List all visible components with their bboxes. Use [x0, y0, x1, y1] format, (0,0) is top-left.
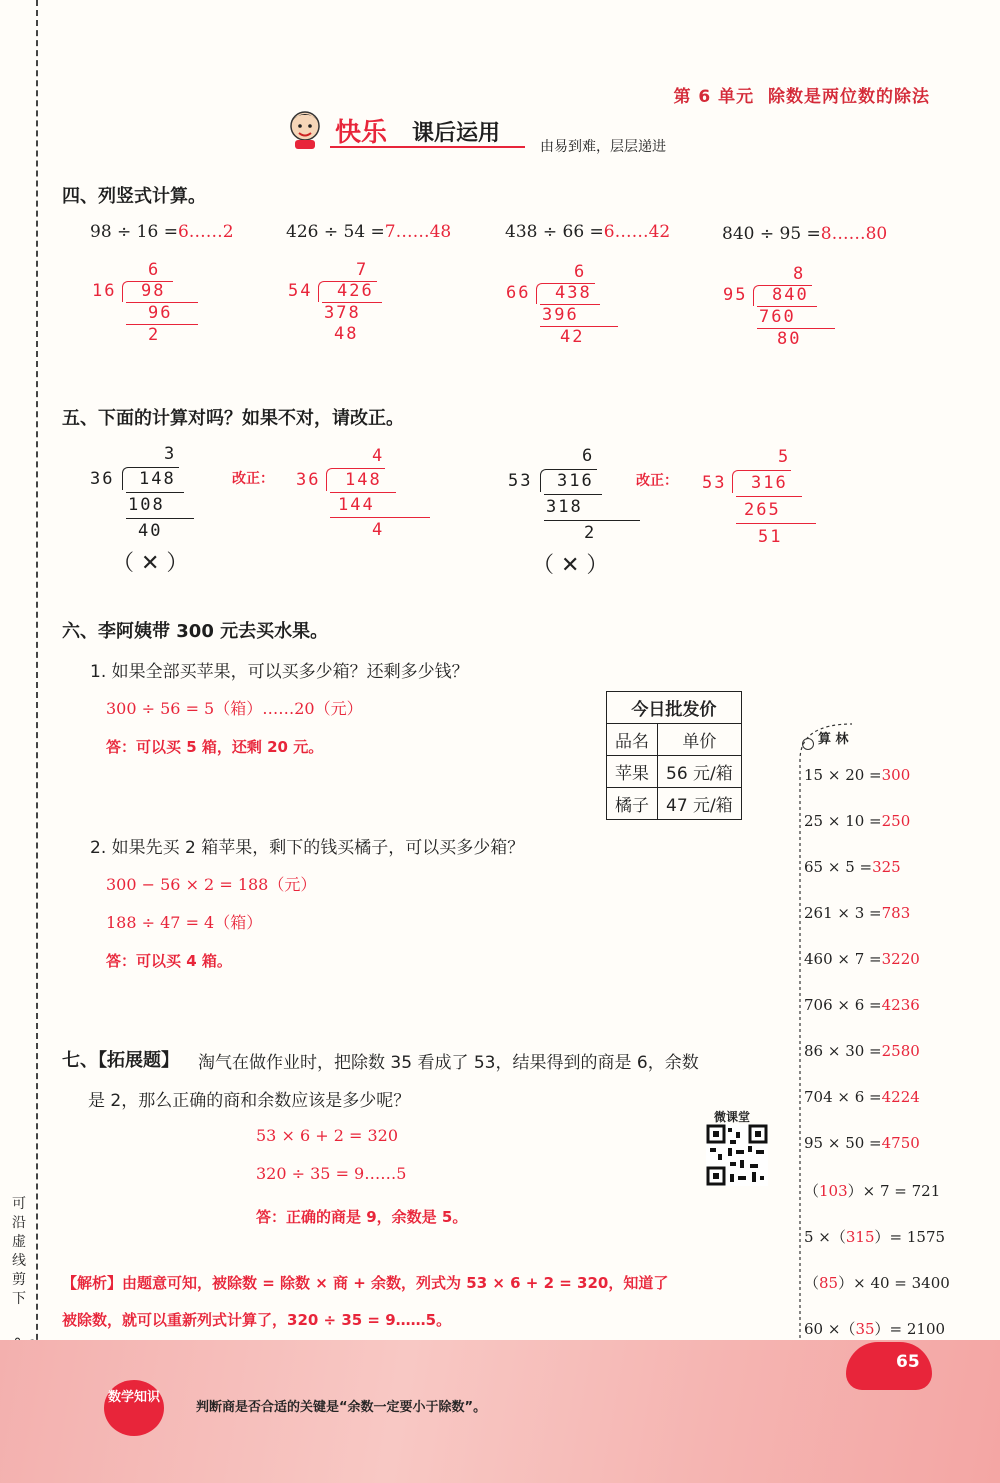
s4-expr-2: 426 ÷ 54 =7……48 [286, 222, 452, 242]
s4-longdiv-3: 6 66 438 396 42 [506, 262, 618, 348]
s4-expr-3: 438 ÷ 66 =6……42 [505, 222, 671, 242]
price-row-orange-price: 47 元/箱 [658, 788, 742, 820]
brand-kuaile: 快乐 [335, 118, 388, 148]
brand-kehou: 课后运用 [412, 121, 501, 146]
analysis-line2: 被除数，就可以重新列式计算了，320 ÷ 35 = 9……5。 [62, 1311, 452, 1329]
price-header-name: 品名 [607, 724, 658, 756]
sidebar-item: 25 × 10 =250 [804, 812, 911, 830]
s4-longdiv-4: 8 95 840 760 80 [723, 264, 835, 350]
sidebar-item: 86 × 30 =2580 [804, 1042, 920, 1060]
s7-work1: 53 × 6 + 2 = 320 [256, 1126, 398, 1145]
s4-longdiv-2: 7 54 426 378 48 [288, 260, 392, 345]
sidebar-item: 460 × 7 =3220 [804, 950, 920, 968]
sidebar-fill-item: （85）× 40 = 3400 [804, 1274, 950, 1292]
footer-badge: 数学知识 [104, 1380, 164, 1436]
s5-fix-label-1: 改正： [232, 471, 274, 487]
price-row-apple-name: 苹果 [607, 756, 658, 788]
mascot-icon [283, 106, 327, 150]
s5-fix-label-2: 改正： [636, 473, 678, 489]
sidebar-item: 15 × 20 =300 [804, 766, 911, 784]
page-number: 65 [896, 1352, 920, 1372]
sidebar-fill-item: 5 ×（315）= 1575 [804, 1228, 946, 1246]
header-subtitle: 由易到难，层层递进 [540, 139, 666, 155]
sidebar-item: 95 × 50 =4750 [804, 1134, 920, 1152]
s6-q2: 2. 如果先买 2 箱苹果，剩下的钱买橘子，可以买多少箱？ [90, 838, 525, 858]
footer-note: 判断商是否合适的关键是“余数一定要小于除数”。 [196, 1400, 487, 1415]
price-row-orange-name: 橘子 [607, 788, 658, 820]
sidebar-item: 704 × 6 =4224 [804, 1088, 920, 1106]
sidebar-item: 706 × 6 =4236 [804, 996, 920, 1014]
s6-q1: 1. 如果全部买苹果，可以买多少箱？还剩多少钱？ [90, 662, 469, 682]
section5-title: 五、下面的计算对吗？如果不对，请改正。 [62, 408, 404, 429]
qr-code-icon[interactable] [706, 1124, 768, 1186]
s6-q2-work1: 300 − 56 × 2 = 188（元） [106, 875, 317, 894]
sidebar-circle-icon [802, 738, 814, 750]
sidebar-suanlin [792, 720, 967, 1350]
price-header-price: 单价 [658, 724, 742, 756]
sidebar-title: 算 林 [818, 732, 849, 747]
unit-header: 第 6 单元 除数是两位数的除法 [673, 87, 930, 107]
s6-q2-answer: 答：可以买 4 箱。 [106, 952, 232, 970]
sidebar-item: 261 × 3 =783 [804, 904, 911, 922]
s5-wrong-2: 6 53 316 318 2 [508, 444, 640, 546]
sidebar-fill-item: （103）× 7 = 721 [804, 1182, 941, 1200]
s5-wrong-1: 3 36 148 108 40 [90, 442, 194, 544]
s5-fix-2: 5 53 316 265 51 [702, 444, 816, 550]
s4-longdiv-1: 6 16 98 96 2 [92, 260, 198, 346]
s7-text2: 是 2，那么正确的商和余数应该是多少呢？ [88, 1091, 411, 1111]
analysis-line1: 【解析】由题意可知，被除数 = 除数 × 商 + 余数，列式为 53 × 6 + 2 = 320，知道了 [62, 1274, 669, 1292]
s4-expr-4: 840 ÷ 95 =8……80 [722, 224, 888, 244]
cut-hint: 可沿虚线剪下 [12, 1196, 26, 1307]
sidebar-item: 65 × 5 =325 [804, 858, 901, 876]
s6-q1-work: 300 ÷ 56 = 5（箱）……20（元） [106, 699, 363, 718]
s6-q2-work2: 188 ÷ 47 = 4（箱） [106, 913, 263, 932]
header-underline [330, 146, 525, 148]
s5-mark-1: （ ✕ ） [112, 551, 189, 576]
s6-q1-answer: 答：可以买 5 箱，还剩 20 元。 [106, 738, 324, 756]
s7-text1: 淘气在做作业时，把除数 35 看成了 53，结果得到的商是 6，余数 [198, 1053, 699, 1073]
price-table-title: 今日批发价 [607, 692, 742, 724]
s7-answer: 答：正确的商是 9，余数是 5。 [256, 1208, 468, 1226]
s5-fix-1: 4 36 148 144 4 [296, 444, 430, 542]
cut-dashed-line [36, 0, 38, 1380]
section7-tag: 七、【拓展题】 [62, 1050, 179, 1071]
s5-mark-2: （ ✕ ） [532, 553, 609, 578]
price-table [606, 691, 742, 820]
section6-title: 六、李阿姨带 300 元去买水果。 [62, 621, 329, 642]
s7-work2: 320 ÷ 35 = 9……5 [256, 1164, 407, 1183]
section4-title: 四、列竖式计算。 [62, 186, 206, 207]
sidebar-fill-item: 60 ×（35）= 2100 [804, 1320, 946, 1338]
s4-expr-1: 98 ÷ 16 =6……2 [90, 222, 234, 242]
qr-label: 微课堂 [714, 1110, 751, 1124]
price-row-apple-price: 56 元/箱 [658, 756, 742, 788]
